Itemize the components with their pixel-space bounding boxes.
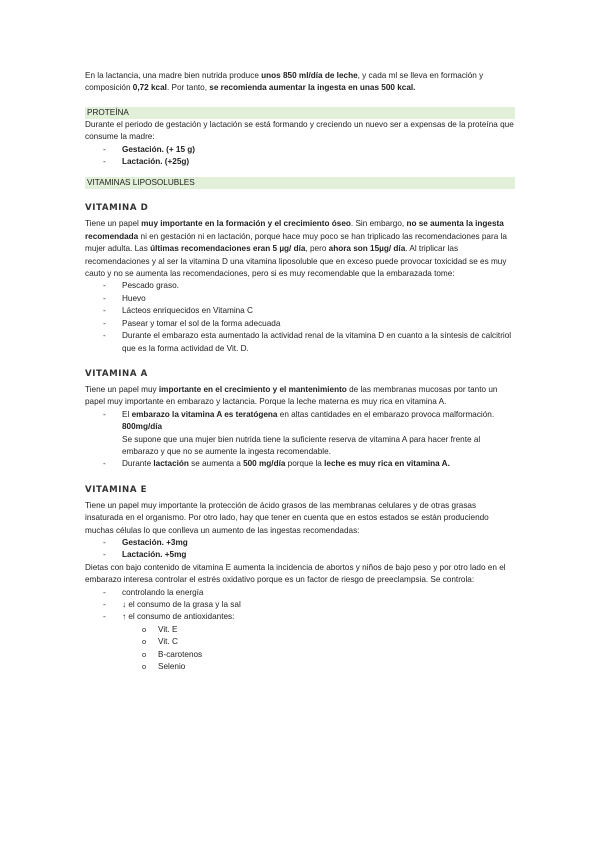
list-item: - Gestación. (+ 15 g) xyxy=(85,144,515,156)
intro-bold: 0,72 kcal xyxy=(132,83,167,93)
antioxidants-list xyxy=(85,624,515,674)
section-band-vitaminas: VITAMINAS LIPOSOLUBLES xyxy=(85,177,515,189)
list-item: - Gestación. +3mg xyxy=(85,537,515,549)
list-item: - ↑ el consumo de antioxidantes: xyxy=(85,611,515,623)
heading-vitamina-a: VITAMINA A xyxy=(85,368,148,379)
list-item: - Lactación. (+25g) xyxy=(85,156,515,168)
intro-paragraph xyxy=(85,70,515,95)
vitamina-e-paragraph-2: Dietas con bajo contenido de vitamina E aumenta la incidencia de abortos y niños de bajo peso y por otro lado en el embarazo interesa controlar el estrés oxidativo porque es un factor de riesgo de preeclampsia. Se controla: xyxy=(85,562,506,585)
list-item: - Pasear y tomar el sol de la forma adecuada xyxy=(85,318,515,330)
list-item: - Lactación. +5mg xyxy=(85,549,515,561)
intro-bold: unos 850 ml/día de leche xyxy=(261,71,358,80)
list-item: o Selenio xyxy=(85,661,515,673)
vitamina-e-controls-list xyxy=(85,587,515,624)
intro-text: . Por tanto, xyxy=(166,83,210,93)
proteina-paragraph: Durante el periodo de gestación y lactación se está formando y creciendo un nuevo ser a expensas de la proteína que consume la madre: xyxy=(85,119,514,142)
vitamina-a-paragraph: Tiene un papel muy importante en el crecimiento y el mantenimiento de las membranas mucosas por tanto un papel muy importante en embarazo y lactancia. Porque la leche materna es muy rica en vitamina A. xyxy=(85,384,498,407)
list-item: - Durante el embarazo esta aumentado la actividad renal de la vitamina D en cuanto a la síntesis de calcitriol que es la forma actividad de Vit. D. xyxy=(85,330,515,355)
intro-text: , y cada ml se lleva en formación y composición xyxy=(85,71,484,93)
section-band-proteina: PROTEÍNA xyxy=(85,107,515,119)
list-item: o Vit. E xyxy=(85,624,515,636)
vitamina-e-paragraph: Tiene un papel muy importante la protección de ácido grasos de las membranas celulares y de otras grasas insaturada en el organismo. Por otro lado, hay que tener en cuenta que en estos estados se están produciendo muchas células lo que conlleva un aumento de las ingestas recomendadas: xyxy=(85,500,489,535)
proteina-list xyxy=(85,144,515,169)
vitamina-a-list xyxy=(85,409,515,471)
intro-text: En la lactancia, una madre bien nutrida produce xyxy=(85,71,262,80)
list-item: o Vit. C xyxy=(85,636,515,648)
heading-vitamina-d: VITAMINA D xyxy=(85,203,149,214)
intro-bold: se recomienda aumentar la ingesta en unas 500 kcal. xyxy=(209,83,416,93)
list-item: - Pescado graso. xyxy=(85,280,515,292)
list-item: - El embarazo la vitamina A es teratógena en altas cantidades en el embarazo provoca malformación. 800mg/día Se supone que una mujer bien nutrida tiene la suficiente reserva de vitamina A para hacer frente al embarazo y que no se aumente la ingesta recomendable. xyxy=(85,409,515,459)
list-item: - ↓ el consumo de la grasa y la sal xyxy=(85,599,515,611)
vitamina-d-paragraph: Tiene un papel muy importante en la formación y el crecimiento óseo. Sin embargo, no se aumenta la ingesta recomendada ni en gestación ni en lactación, porque hace muy poco se han triplicado las recomendaciones para la mujer adulta. Las últimas recomendaciones eran 5 µg/ día, pero ahora son 15µg/ día. Al triplicar las recomendaciones y al ser la vitamina D una vitamina liposoluble que en exceso puede provocar toxicidad se es muy cauto y no se aumenta las recomendaciones, pero si es muy recomendable que la embarazada tome: xyxy=(85,219,507,279)
heading-vitamina-e: VITAMINA E xyxy=(85,484,148,495)
vitamina-e-list xyxy=(85,537,515,562)
list-item: - Lácteos enriquecidos en Vitamina C xyxy=(85,305,515,317)
list-item: - Durante lactación se aumenta a 500 mg/día porque la leche es muy rica en vitamina A. xyxy=(85,458,515,470)
list-item: o B-carotenos xyxy=(85,649,515,661)
list-item: - controlando la energía xyxy=(85,587,515,599)
list-item: - Huevo xyxy=(85,293,515,305)
document-page xyxy=(85,70,515,673)
vitamina-d-list xyxy=(85,280,515,354)
